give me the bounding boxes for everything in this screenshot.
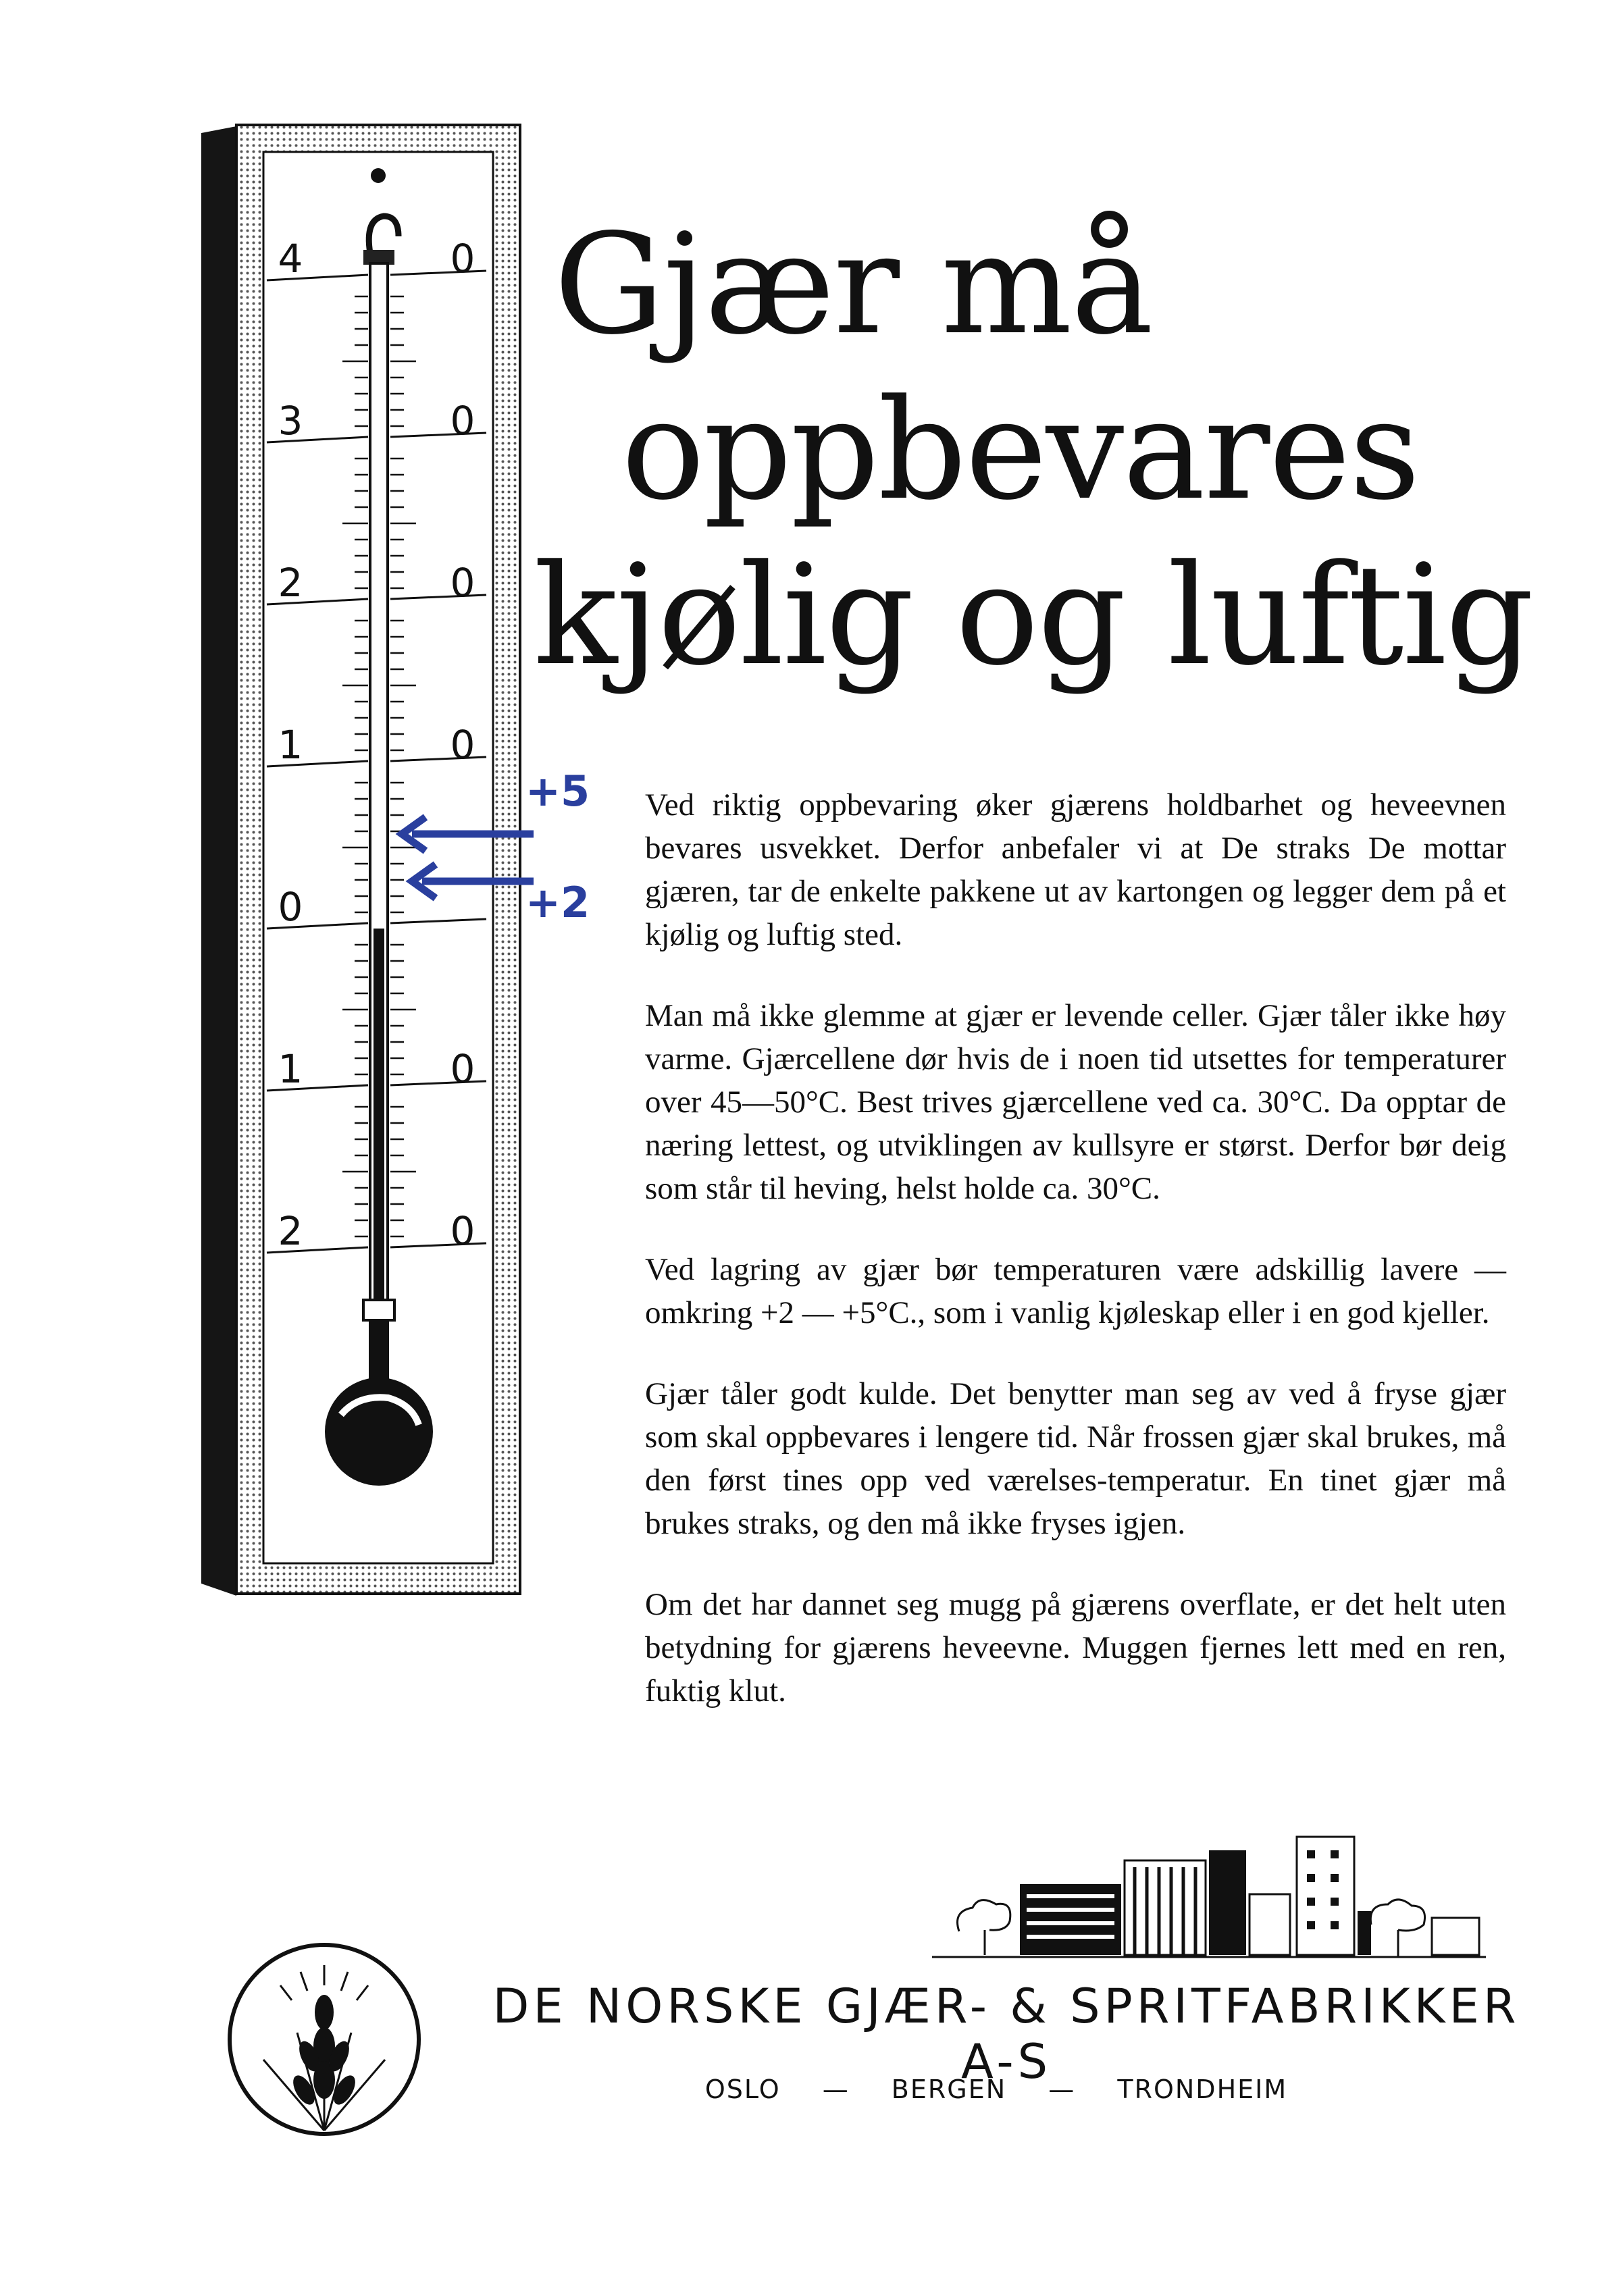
wheat-logo-icon — [223, 1938, 426, 2141]
marker-label-upper: +5 — [525, 766, 590, 816]
scale-label-tens: 3 — [278, 398, 303, 444]
scale-label-tens: 2 — [278, 560, 303, 606]
hanging-hole — [371, 168, 386, 183]
scale-label-units: 0 — [450, 236, 475, 282]
scale-label-units: 0 — [450, 398, 475, 444]
city-separator: — — [822, 2075, 850, 2104]
factory-buildings — [1020, 1837, 1479, 1955]
city-trondheim: TRONDHEIM — [1117, 2075, 1288, 2104]
scale-label-units: 0 — [450, 560, 475, 606]
board-side — [201, 126, 236, 1596]
scale-label-tens: 2 — [278, 1208, 303, 1254]
headline — [534, 203, 1547, 699]
paragraph: Gjær tåler godt kulde. Det benytter man seg av ved å fryse gjær som skal oppbevares i lengere tid. Når frossen gjær skal brukes, må den først tines opp ved værelses-temperatur. En tinet gjær må brukes straks, og den må ikke fryses igjen. — [645, 1376, 1506, 1541]
paragraph: Ved lagring av gjær bør temperaturen være adskillig lavere — omkring +2 — +5°C., som i vanlig kjøleskap eller i en god kjeller. — [645, 1252, 1506, 1330]
thermometer-bulb — [325, 1378, 433, 1486]
tube-neck — [370, 1320, 388, 1381]
factory-illustration — [932, 1830, 1486, 1965]
marker-label-lower: +2 — [525, 878, 590, 927]
scale-label-units: 0 — [450, 1046, 475, 1092]
city-oslo: OSLO — [704, 2075, 781, 2104]
scale-label-tens: 1 — [278, 1046, 303, 1092]
city-list — [675, 2075, 1317, 2104]
headline-line-2: oppbevares — [621, 370, 1419, 531]
headline-line-3: kjølig og luftig — [534, 536, 1533, 696]
body-text — [645, 783, 1506, 1750]
paragraph: Om det har dannet seg mugg på gjærens overflate, er det helt uten betydning for gjærens heveevne. Muggen fjernes lett med en ren, fuktig klut. — [645, 1587, 1506, 1708]
city-separator: — — [1048, 2075, 1076, 2104]
scale-label-units: 0 — [450, 722, 475, 768]
paragraph: Man må ikke glemme at gjær er levende celler. Gjær tåler ikke høy varme. Gjærcellene dør hvis de i noen tid utsettes for temperaturer over 45—50°C. Best trives gjærcellene ved ca. 30°C. Da opptar de næring lettest, og utviklingen av kullsyre er størst. Derfor bør deig som står til heving, helst holde ca. 30°C. — [645, 998, 1506, 1206]
tree-icon — [1370, 1900, 1424, 1931]
company-name: DE NORSKE GJÆR- & SPRITFABRIKKER A-S — [492, 1979, 1520, 2089]
scale-label-units: 0 — [450, 1208, 475, 1254]
scale-label-tens: 1 — [278, 722, 303, 768]
tree-icon — [958, 1900, 1010, 1931]
scale-label-tens: 0 — [278, 884, 303, 930]
city-bergen: BERGEN — [891, 2075, 1007, 2104]
paragraph: Ved riktig oppbevaring øker gjærens holdbarhet og heveevnen bevares usvekket. Derfor anbefaler vi at De straks De mottar gjæren, tar de enkelte pakkene ut av kartongen og legger dem på et kjølig og luftig sted. — [645, 787, 1506, 952]
thermometer-illustration — [196, 118, 534, 1597]
tube-clamp — [363, 1300, 394, 1320]
headline-line-1: Gjær må — [554, 205, 1152, 365]
scale-label-tens: 4 — [278, 236, 303, 282]
